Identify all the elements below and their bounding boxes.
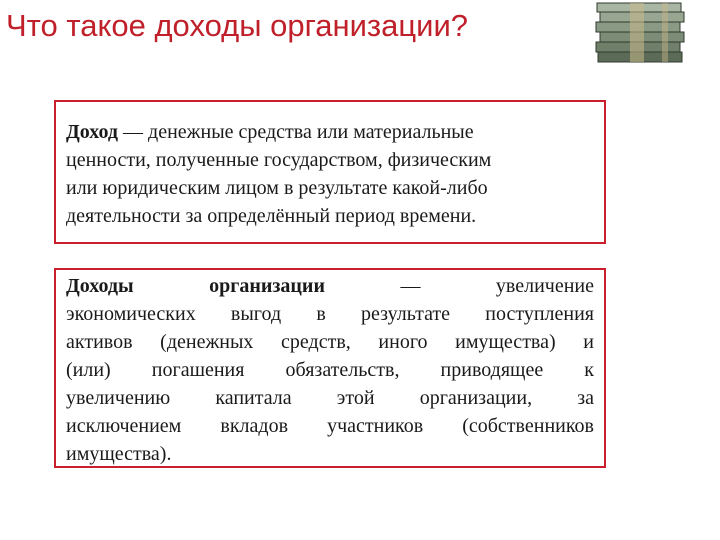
money-stack-icon bbox=[592, 0, 688, 66]
slide-title: Что такое доходы организации? bbox=[6, 8, 469, 43]
definition-line: ценности, полученные государством, физическим bbox=[66, 149, 492, 171]
definition-line: Доходы организации — увеличение bbox=[66, 275, 595, 297]
definition-income-box bbox=[54, 100, 606, 244]
definition-line: или юридическим лицом в результате какой-либо bbox=[66, 177, 488, 199]
definition-line: активов (денежных средств, иного имущества) и bbox=[66, 331, 594, 353]
definition-organization-income-box bbox=[54, 268, 606, 468]
definition-line: деятельности за определённый период времени. bbox=[66, 205, 477, 227]
definition-line: увеличению капитала этой организации, за bbox=[66, 387, 594, 409]
definition-term: Доход bbox=[66, 121, 119, 143]
definition-line: экономических выгод в результате поступления bbox=[66, 303, 594, 325]
definition-line: исключением вкладов участников (собственников bbox=[66, 415, 594, 437]
definition-term: Доходы организации bbox=[66, 275, 325, 297]
definition-line: (или) погашения обязательств, приводящее к bbox=[66, 359, 594, 381]
definition-line: имущества). bbox=[66, 443, 172, 465]
definition-line: Доход — денежные средства или материальные bbox=[66, 121, 474, 143]
